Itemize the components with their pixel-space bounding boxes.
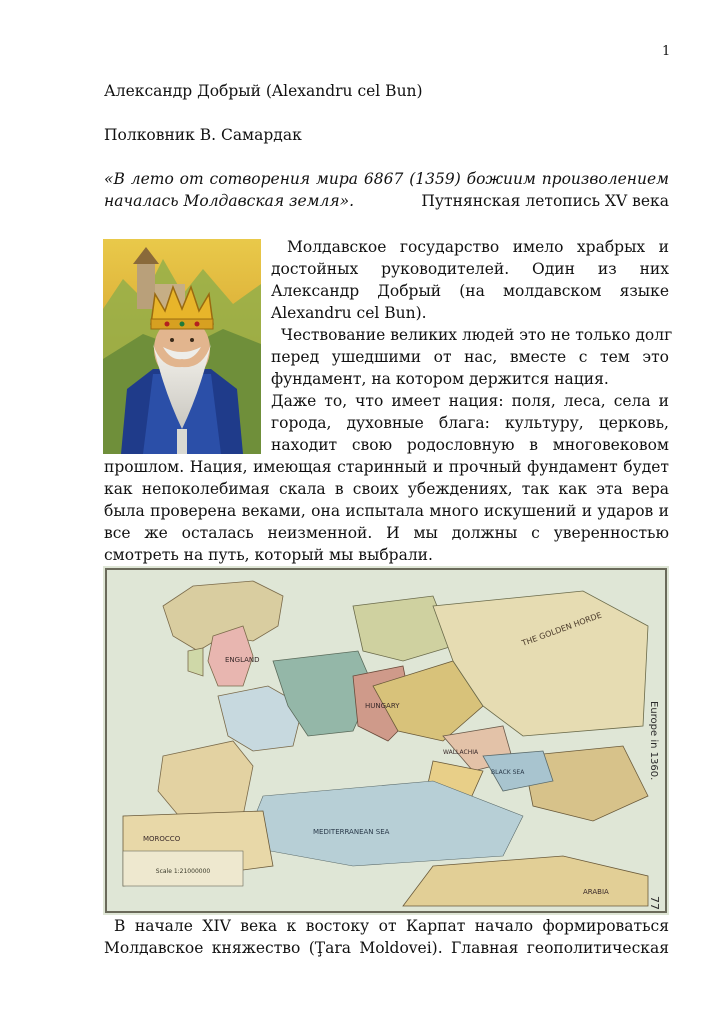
last-paragraph-line-2: Молдавское княжество (Ţara Moldovei). Главная геополитическая: [104, 939, 669, 957]
map-label-wallachia: WALLACHIA: [443, 749, 479, 756]
wrapped-line: Даже то, что имеет нация: поля, леса, села и: [271, 392, 669, 410]
map-label-golden-horde: THE GOLDEN HORDE: [520, 610, 603, 648]
map-label-black-sea: BLACK SEA: [491, 769, 525, 776]
wrapped-line: достойных руководителей. Один из них: [271, 260, 669, 278]
map-label-mediterranean: MEDITERRANEAN SEA: [313, 828, 390, 836]
last-paragraph-line-1: В начале XIV века к востоку от Карпат начало формироваться: [114, 917, 669, 935]
epigraph-line-2: [104, 190, 669, 212]
wrapped-line: Александр Добрый (на молдавском языке: [271, 282, 669, 300]
wrapped-line: Молдавское государство имело храбрых и: [287, 238, 669, 256]
map-title: Europe in 1360.: [648, 701, 659, 781]
paragraph-continued: прошлом. Нация, имеющая старинный и прочный фундамент будет как непоколебимая скала в своих убеждениях, так как эта вера была проверена веками, она испытала много искушений и ударов и все же осталась неизменной. И мы должны с уверенностью смотреть на путь, который мы выбрали.: [104, 458, 669, 564]
map-label-morocco: MOROCCO: [143, 835, 181, 843]
wrapped-line: города, духовные блага: культуру, церковь,: [271, 414, 669, 432]
portrait-image: [103, 239, 261, 454]
wrapped-text-block: [271, 236, 673, 456]
page-number: 1: [662, 44, 671, 59]
article-title: Александр Добрый (Alexandru cel Bun): [104, 82, 423, 100]
map-label-england: ENGLAND: [225, 656, 260, 664]
wrapped-line: Alexandru cel Bun).: [271, 304, 427, 322]
epigraph-line-1: «В лето от сотворения мира 6867 (1359) божиим произволением: [104, 170, 669, 188]
map-scale: Scale 1:21000000: [155, 868, 211, 875]
map-label-hungary: HUNGARY: [365, 702, 400, 710]
wrapped-line: находит свою родословную в многовековом: [271, 436, 669, 454]
map-image: [103, 566, 669, 915]
map-page-number: 77: [648, 896, 661, 910]
epigraph-text: началась Молдавская земля».: [104, 192, 355, 210]
wrapped-line: Чествование великих людей это не только долг: [281, 326, 673, 344]
wrapped-line: перед ушедшими от нас, вместе с тем это: [271, 348, 669, 366]
wrapped-line: фундамент, на котором держится нация.: [271, 370, 609, 388]
author-line: Полковник В. Самардак: [104, 126, 302, 144]
map-label-arabia: ARABIA: [583, 888, 609, 896]
epigraph-source: Путнянская летопись XV века: [421, 192, 669, 210]
